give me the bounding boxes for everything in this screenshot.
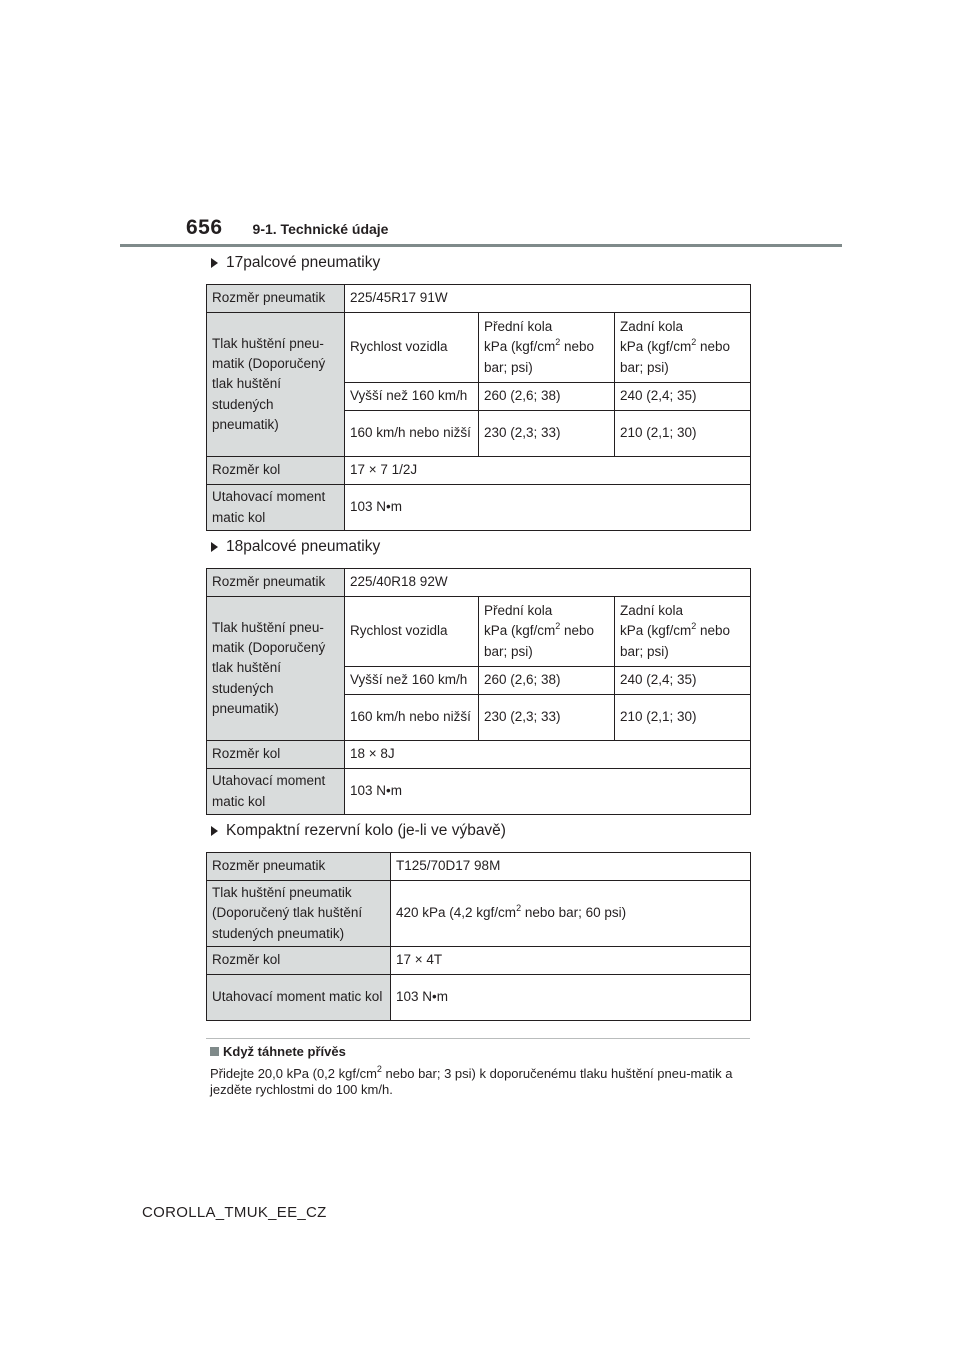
triangle-bullet-icon xyxy=(211,258,218,268)
table-row xyxy=(207,881,751,947)
pressure-label: Tlak huštění pneumatik (Doporučený tlak huštění studených pneumatik) xyxy=(207,881,391,947)
torque-value: 103 N•m xyxy=(391,975,751,1021)
rear-header-unit: kPa ($kgf/cm^2$ nebo bar; psi) xyxy=(620,336,731,375)
speed-header: Rychlost vozidla xyxy=(345,597,479,667)
torque-label: Utahovací moment matic kol xyxy=(207,975,391,1021)
tire-size-label: Rozměr pneumatik xyxy=(207,285,345,313)
table-row xyxy=(207,853,751,881)
table-row xyxy=(207,285,751,313)
torque-label: Utahovací moment matic kol xyxy=(207,769,345,815)
table-row xyxy=(207,457,751,485)
spec-table-spare xyxy=(206,852,751,1021)
table-row xyxy=(207,947,751,975)
triangle-bullet-icon xyxy=(211,542,218,552)
table-row xyxy=(207,485,751,531)
pressure-label: Tlak huštění pneu-matik (Doporučený tlak huštění studených pneumatik) xyxy=(207,313,345,457)
speed-low: 160 km/h nebo nižší xyxy=(345,411,479,457)
tire-size-label: Rozměr pneumatik xyxy=(207,853,391,881)
rear-high: 240 (2,4; 35) xyxy=(615,383,751,411)
table-row xyxy=(207,313,751,383)
wheel-size-value: 18 × 8J xyxy=(345,741,751,769)
table-heading-label: 18palcové pneumatiky xyxy=(226,538,381,555)
note-title xyxy=(210,1044,346,1059)
rear-high: 240 (2,4; 35) xyxy=(615,667,751,695)
table-heading-17 xyxy=(211,254,380,272)
tire-size-value: T125/70D17 98M xyxy=(391,853,751,881)
speed-low: 160 km/h nebo nižší xyxy=(345,695,479,741)
front-high: 260 (2,6; 38) xyxy=(479,383,615,411)
tire-size-value: 225/40R18 92W xyxy=(345,569,751,597)
wheel-size-value: 17 × 4T xyxy=(391,947,751,975)
rear-header xyxy=(615,313,751,383)
rear-low: 210 (2,1; 30) xyxy=(615,411,751,457)
table-heading-spare xyxy=(211,822,506,840)
torque-value: 103 N•m xyxy=(345,769,751,815)
table-heading-label: Kompaktní rezervní kolo (je-li ve výbavě) xyxy=(226,822,506,839)
speed-header: Rychlost vozidla xyxy=(345,313,479,383)
table-row xyxy=(207,769,751,815)
table-row xyxy=(207,975,751,1021)
triangle-bullet-icon xyxy=(211,826,218,836)
section-title: 9-1. Technické údaje xyxy=(252,221,389,237)
rear-header-title: Zadní kola xyxy=(620,319,684,335)
wheel-size-label: Rozměr kol xyxy=(207,741,345,769)
tire-size-value: 225/45R17 91W xyxy=(345,285,751,313)
tire-size-label: Rozměr pneumatik xyxy=(207,569,345,597)
pressure-label: Tlak huštění pneu-matik (Doporučený tlak huštění studených pneumatik) xyxy=(207,597,345,741)
torque-label: Utahovací moment matic kol xyxy=(207,485,345,531)
front-high: 260 (2,6; 38) xyxy=(479,667,615,695)
note-body: Přidejte 20,0 kPa (0,2 kgf/$cm^2$ nebo bar; 3 psi) k doporučenému tlaku huštění pneu-matik a jezděte rychlostmi do 100 km/h. xyxy=(210,1063,733,1098)
front-header-title: Přední kola xyxy=(484,603,553,619)
front-header xyxy=(479,313,615,383)
rear-low: 210 (2,1; 30) xyxy=(615,695,751,741)
front-low: 230 (2,3; 33) xyxy=(479,411,615,457)
table-row xyxy=(207,569,751,597)
header-divider xyxy=(120,244,842,247)
table-row xyxy=(207,741,751,769)
table-heading-label: 17palcové pneumatiky xyxy=(226,254,381,271)
front-header-title: Přední kola xyxy=(484,319,553,335)
pressure-value: 420 kPa (4,2 kgf/$cm^2$ nebo bar; 60 psi) xyxy=(391,881,751,947)
front-low: 230 (2,3; 33) xyxy=(479,695,615,741)
note-title-text: Když táhnete přívěs xyxy=(223,1044,346,1059)
wheel-size-value: 17 × 7 1/2J xyxy=(345,457,751,485)
square-bullet-icon xyxy=(210,1047,219,1056)
front-header-unit: kPa ($kgf/cm^2$ nebo bar; psi) xyxy=(484,620,595,659)
speed-high: Vyšší než 160 km/h xyxy=(345,667,479,695)
front-header-unit: kPa ($kgf/cm^2$ nebo bar; psi) xyxy=(484,336,595,375)
note-divider xyxy=(206,1038,750,1039)
speed-high: Vyšší než 160 km/h xyxy=(345,383,479,411)
rear-header xyxy=(615,597,751,667)
spec-table-18 xyxy=(206,568,751,815)
wheel-size-label: Rozměr kol xyxy=(207,947,391,975)
rear-header-unit: kPa ($kgf/cm^2$ nebo bar; psi) xyxy=(620,620,731,659)
page-number: 656 xyxy=(186,216,223,239)
table-row xyxy=(207,597,751,667)
footer-code: COROLLA_TMUK_EE_CZ xyxy=(142,1204,327,1221)
rear-header-title: Zadní kola xyxy=(620,603,684,619)
wheel-size-label: Rozměr kol xyxy=(207,457,345,485)
table-heading-18 xyxy=(211,538,380,556)
front-header xyxy=(479,597,615,667)
page-header xyxy=(186,216,388,240)
spec-table-17 xyxy=(206,284,751,531)
torque-value: 103 N•m xyxy=(345,485,751,531)
